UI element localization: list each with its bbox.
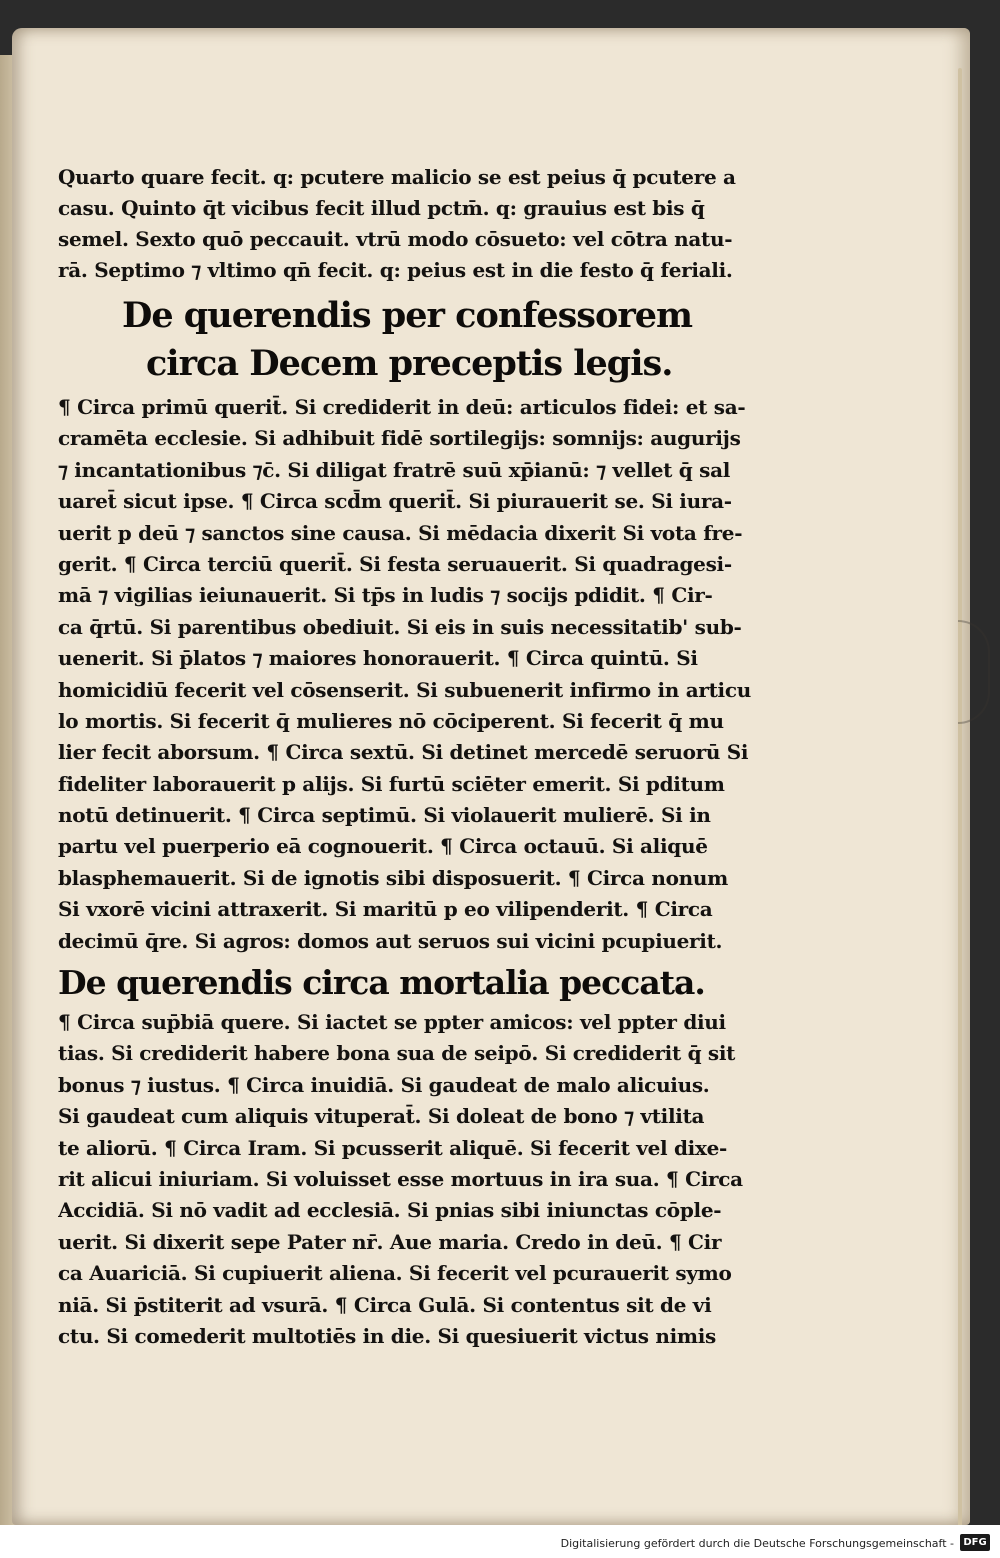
funding-credit: Digitalisierung gefördert durch die Deutsche Forschungsgemeinschaft - (560, 1537, 954, 1550)
text-line: tias. Si crediderit habere bona sua de seipō. Si crediderit q̄ sit (58, 1041, 736, 1066)
page-edge (958, 68, 962, 1528)
page-text (58, 162, 828, 1352)
text-line: niā. Si p̄stiterit ad vsurā. ¶ Circa Gulā. Si contentus sit de vi (58, 1292, 712, 1317)
text-line: rit alicui iniuriam. Si voluisset esse mortuus in ira sua. ¶ Circa (58, 1166, 743, 1191)
text-line: semel. Sexto quō peccauit. vtrū modo cōsueto: vel cōtra natu- (58, 227, 733, 251)
text-line: ¶ Circa primū querit̄. Si crediderit in deū: articulos fidei: et sa- (58, 395, 746, 419)
text-line: ¶ Circa sup̄biā quere. Si iactet se ppter amicos: vel ppter diui (58, 1010, 726, 1035)
text-line: fideliter laborauerit p alijs. Si furtū sciēter emerit. Si pditum (58, 771, 725, 796)
text-line: homicidiū fecerit vel cōsenserit. Si subuenerit infirmo in articu (58, 677, 751, 702)
text-line: lo mortis. Si fecerit q̄ mulieres nō cōciperent. Si fecerit q̄ mu (58, 708, 724, 733)
text-line: Accidiā. Si nō vadit ad ecclesiā. Si pnias sibi iniunctas cōple- (58, 1198, 722, 1223)
text-line: uerit p deū ⁊ sanctos sine causa. Si mēdacia dixerit Si vota fre- (58, 520, 743, 545)
text-line: Si gaudeat cum aliquis vituperat̄. Si doleat de bono ⁊ vtilita (58, 1104, 705, 1129)
dfg-logo: DFG (960, 1534, 990, 1551)
section-heading-2: De querendis circa mortalia peccata. (58, 963, 705, 1003)
text-line: cramēta ecclesie. Si adhibuit fidē sortilegijs: somnijs: augurijs (58, 426, 741, 451)
text-line: te aliorū. ¶ Circa Iram. Si pcusserit aliquē. Si fecerit vel dixe- (58, 1135, 728, 1160)
text-line: uerit. Si dixerit sepe Pater nr̄. Aue maria. Credo in deū. ¶ Cir (58, 1229, 722, 1254)
section-heading-1-line-1: De querendis per confessorem (122, 295, 693, 336)
text-line: Quarto quare fecit. q: pcutere malicio se est peius q̄ pcutere a (58, 165, 736, 189)
text-line: rā. Septimo ⁊ vltimo qn̄ fecit. q: peius est in die festo q̄ feriali. (58, 258, 733, 282)
text-line: gerit. ¶ Circa terciū querit̄. Si festa seruauerit. Si quadragesi- (58, 551, 732, 576)
text-line: ⁊ incantationibus ⁊c̄. Si diligat fratrē suū xp̄ianū: ⁊ vellet q̄ sal (58, 457, 731, 482)
text-line: bonus ⁊ iustus. ¶ Circa inuidiā. Si gaudeat de malo alicuius. (58, 1072, 710, 1097)
text-line: ctu. Si comederit multotiēs in die. Si quesiuerit victus nimis (58, 1323, 717, 1348)
text-line: uaret̄ sicut ipse. ¶ Circa scd̄m querit̄. Si piurauerit se. Si iura- (58, 489, 732, 514)
text-line: lier fecit aborsum. ¶ Circa sextū. Si detinet mercedē seruorū Si (58, 740, 749, 765)
text-line: decimū q̄re. Si agros: domos aut seruos sui vicini pcupiuerit. (58, 928, 723, 953)
text-line: ca q̄rtū. Si parentibus obediuit. Si eis in suis necessitatib' sub- (58, 614, 742, 639)
section-heading-1-line-2: circa Decem preceptis legis. (146, 343, 673, 384)
text-line: mā ⁊ vigilias ieiunauerit. Si tp̄s in ludis ⁊ socijs pdidit. ¶ Cir- (58, 583, 713, 608)
text-line: Si vxorē vicini attraxerit. Si maritū p eo vilipenderit. ¶ Circa (58, 897, 713, 922)
text-line: ca Auariciā. Si cupiuerit aliena. Si fecerit vel pcurauerit symo (58, 1261, 732, 1286)
text-line: blasphemauerit. Si de ignotis sibi disposuerit. ¶ Circa nonum (58, 865, 728, 890)
text-line: partu vel puerperio eā cognouerit. ¶ Circa octauū. Si aliquē (58, 834, 708, 859)
footer-bar (0, 1525, 1000, 1558)
text-line: uenerit. Si p̄latos ⁊ maiores honorauerit. ¶ Circa quintū. Si (58, 646, 698, 671)
page-clip-tab (958, 620, 990, 724)
text-line: casu. Quinto q̄t vicibus fecit illud pctm̄. q: grauius est bis q̄ (58, 196, 705, 220)
text-line: notū detinuerit. ¶ Circa septimū. Si violauerit mulierē. Si in (58, 803, 711, 828)
